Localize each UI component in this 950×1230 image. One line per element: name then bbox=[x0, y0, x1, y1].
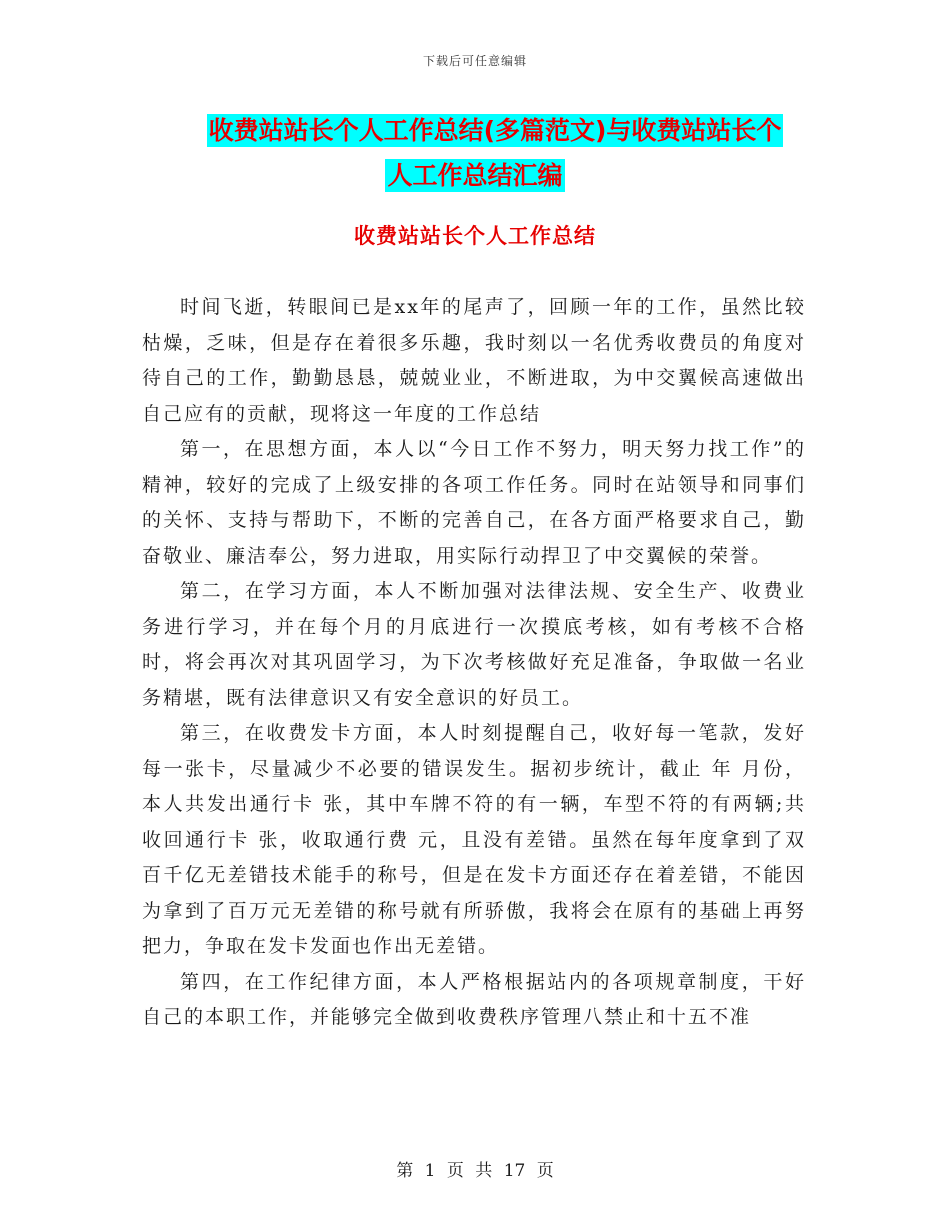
page-footer: 第 1 页 共 17 页 bbox=[396, 1161, 554, 1181]
paragraph: 第四，在工作纪律方面，本人严格根据站内的各项规章制度，干好自己的本职工作，并能够完全做到收费秩序管理八禁止和十五不准 bbox=[142, 970, 806, 1028]
section-subtitle: 收费站站长个人工作总结 bbox=[354, 224, 596, 248]
header-note: 下载后可任意编辑 bbox=[422, 54, 527, 68]
paragraph: 时间飞逝，转眼间已是xx年的尾声了，回顾一年的工作，虽然比较枯燥，乏味，但是存在着很多乐趣，我时刻以一名优秀收费员的角度对待自己的工作，勤勤恳恳，兢兢业业，不断进取，为中交翼候高速做出自己应有的贡献，现将这一年度的工作总结 bbox=[142, 296, 806, 425]
paragraph: 第二，在学习方面，本人不断加强对法律法规、安全生产、收费业务进行学习，并在每个月的月底进行一次摸底考核，如有考核不合格时，将会再次对其巩固学习，为下次考核做好充足准备，争取做一名业务精堪，既有法律意识又有安全意识的好员工。 bbox=[142, 580, 806, 709]
paragraph: 第一，在思想方面，本人以“今日工作不努力，明天努力找工作”的精神，较好的完成了上级安排的各项工作任务。同时在站领导和同事们的关怀、支持与帮助下，不断的完善自己，在各方面严格要求自己，勤奋敬业、廉洁奉公，努力进取，用实际行动捍卫了中交翼候的荣誉。 bbox=[142, 438, 806, 567]
document-title bbox=[140, 108, 810, 198]
title-line-1: 收费站站长个人工作总结(多篇范文)与收费站站长个 bbox=[208, 116, 782, 145]
paragraph: 第三，在收费发卡方面，本人时刻提醒自己，收好每一笔款，发好每一张卡，尽量减少不必要的错误发生。据初步统计，截止 年 月份，本人共发出通行卡 张，其中车牌不符的有一辆，车型不符的有两辆;共收回通行卡 张，收取通行费 元，且没有差错。虽然在每年度拿到了双百千亿无差错技术能手的称号，但是在发卡方面还存在着差错，不能因为拿到了百万元无差错的称号就有所骄傲，我将会在原有的基础上再努把力，争取在发卡发面也作出无差错。 bbox=[142, 722, 806, 957]
title-line-2: 人工作总结汇编 bbox=[387, 161, 563, 190]
body-text bbox=[142, 290, 806, 1036]
